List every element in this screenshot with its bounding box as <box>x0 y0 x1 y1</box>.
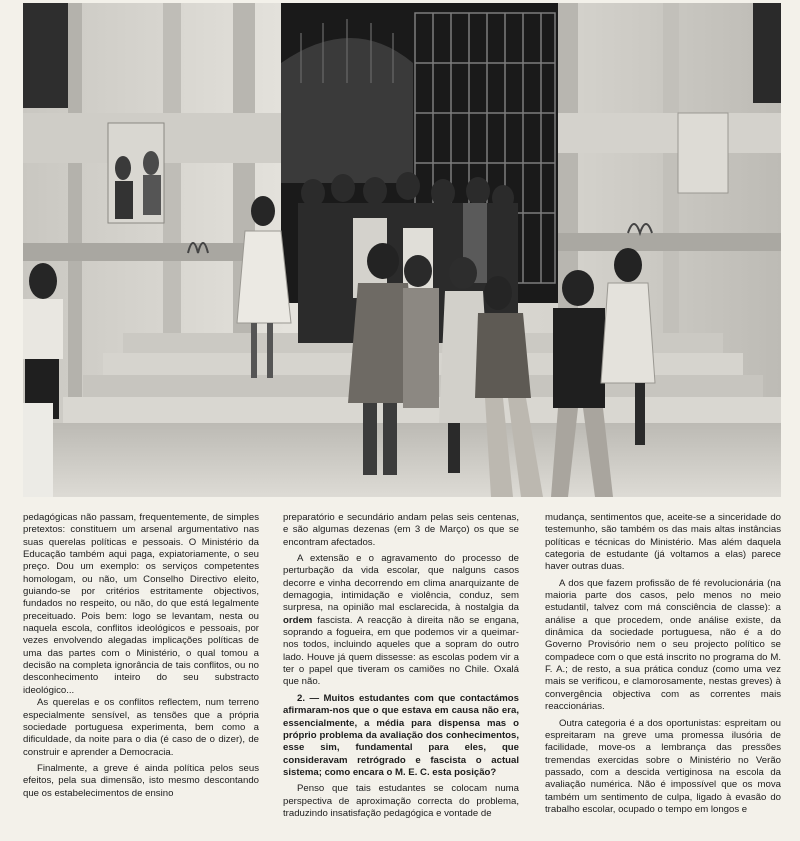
paragraph: Finalmente, a greve é ainda política pelos seus efeitos, pela sua dimensão, isto mesmo descontando que os estabelecimentos de ensino <box>23 762 259 799</box>
text-column-2 <box>283 512 519 841</box>
text-column-3 <box>545 512 781 841</box>
text-column-1 <box>23 512 259 841</box>
paragraph: Penso que tais estudantes se colocam numa perspectiva de aproximação correcta do problema, traduzindo insatisfação pedagógica e vontade de <box>283 783 519 819</box>
emphasis-text: ordem <box>283 614 313 626</box>
photo-illustration <box>23 3 781 497</box>
paragraph: A dos que fazem profissão de fé revolucionária (na maioria parte dos casos, pelo menos no meio estudantil, talvez com má consciência de classe): a análise a que procedem, onde análise existe, da dinâmica da sociedade portuguesa, não é a do Governo Provisório nem o seu projecto político se compadece com o que está inscrito no programa do M. F. A.; de resto, a sua prática conduz (como uma vez mais se verificou, e clamorosamente, nestas greves) à convergência objectiva com as correntes mais reaccionárias. <box>545 577 781 713</box>
photo-students-at-school-entrance <box>23 3 781 497</box>
paragraph: preparatório e secundário andam pelas seis centenas, e são algumas dezenas (em 3 de Março) os que se encontram afectados. <box>283 512 519 548</box>
paragraph: As querelas e os conflitos reflectem, num terreno especialmente sensível, as tensões que a própria sociedade portuguesa experimenta, bem como a dificuldade, da noite para o dia (é caso de o dizer), de construir e aprender a Democracia. <box>23 697 259 758</box>
paragraph: pedagógicas não passam, frequentemente, de simples pretextos: constituem um arsenal argumentativo nas suas querelas políticas e pessoais. O Ministério da Educação também aqui paga, expiatoriamente, o seu preço. Dou um exemplo: os serviços competentes homologam, ou não, um Conselho Directivo eleito, guiando-se por critérios estritamente objectivos, fundados no respeito, ou não, do que está legalmente preceituado. Pois bem: logo se levantam, nesta ou naquela escola, conflitos ideológicos e pessoais, por vezes envolvendo alegadas implicações políticas de uma das partes com o Ministério, o qual tomou a decisão na completa ignorância de tais conflitos, ou no desconhecimento inteiro do seu substracto ideológico... <box>23 512 259 696</box>
interview-question: 2. — Muitos estudantes com que contactámos afirmaram-nos que o que estava em causa não era, essencialmente, a média para dispensa mas o próprio problema da avaliação dos conhecimentos, esse sim, fundamental para eles, que consideravam retrógrado e fascista o actual sistema; como encara o M. E. C. esta posição? <box>283 692 519 778</box>
paragraph <box>283 553 519 689</box>
paragraph-text: fascista. A reacção à direita não se engana, soprando a fogueira, em que podemos vir a queimar-nos todos, incluindo aqueles que a sopram do outro lado. Houve já quem dissesse: as escolas podem vir a ter o papel que tiveram os camiões no Chile. Oxalá que não. <box>283 614 519 688</box>
paragraph: Outra categoria é a dos oportunistas: espreitam ou espreitaram na greve uma promessa ilusória de facilidade, move-os a lembrança das pressões tremendas exercidas sobre o Ministério no Verão passado, com a descida vertiginosa na escola da avaliação numérica. Não é impossível que os mova também um sentimento de culpa, ligado à evasão do trabalho escolar, ocupado o tempo em longos e <box>545 717 781 815</box>
paragraph-text: A extensão e o agravamento do processo de perturbação da vida escolar, que nalguns casos decorre e vinha decorrendo em clima anarquizante de demagogia, intimidação e violência, conduz, sem surpresa, na opinião mal esclarecida, à nostalgia da <box>283 553 519 614</box>
paragraph: mudança, sentimentos que, aceite-se a sinceridade do testemunho, são também os das mais altas instâncias políticas e técnicas do Ministério. Mas além daquela categoria de estudante (já voltamos a elas) parece haver outras duas. <box>545 512 781 573</box>
